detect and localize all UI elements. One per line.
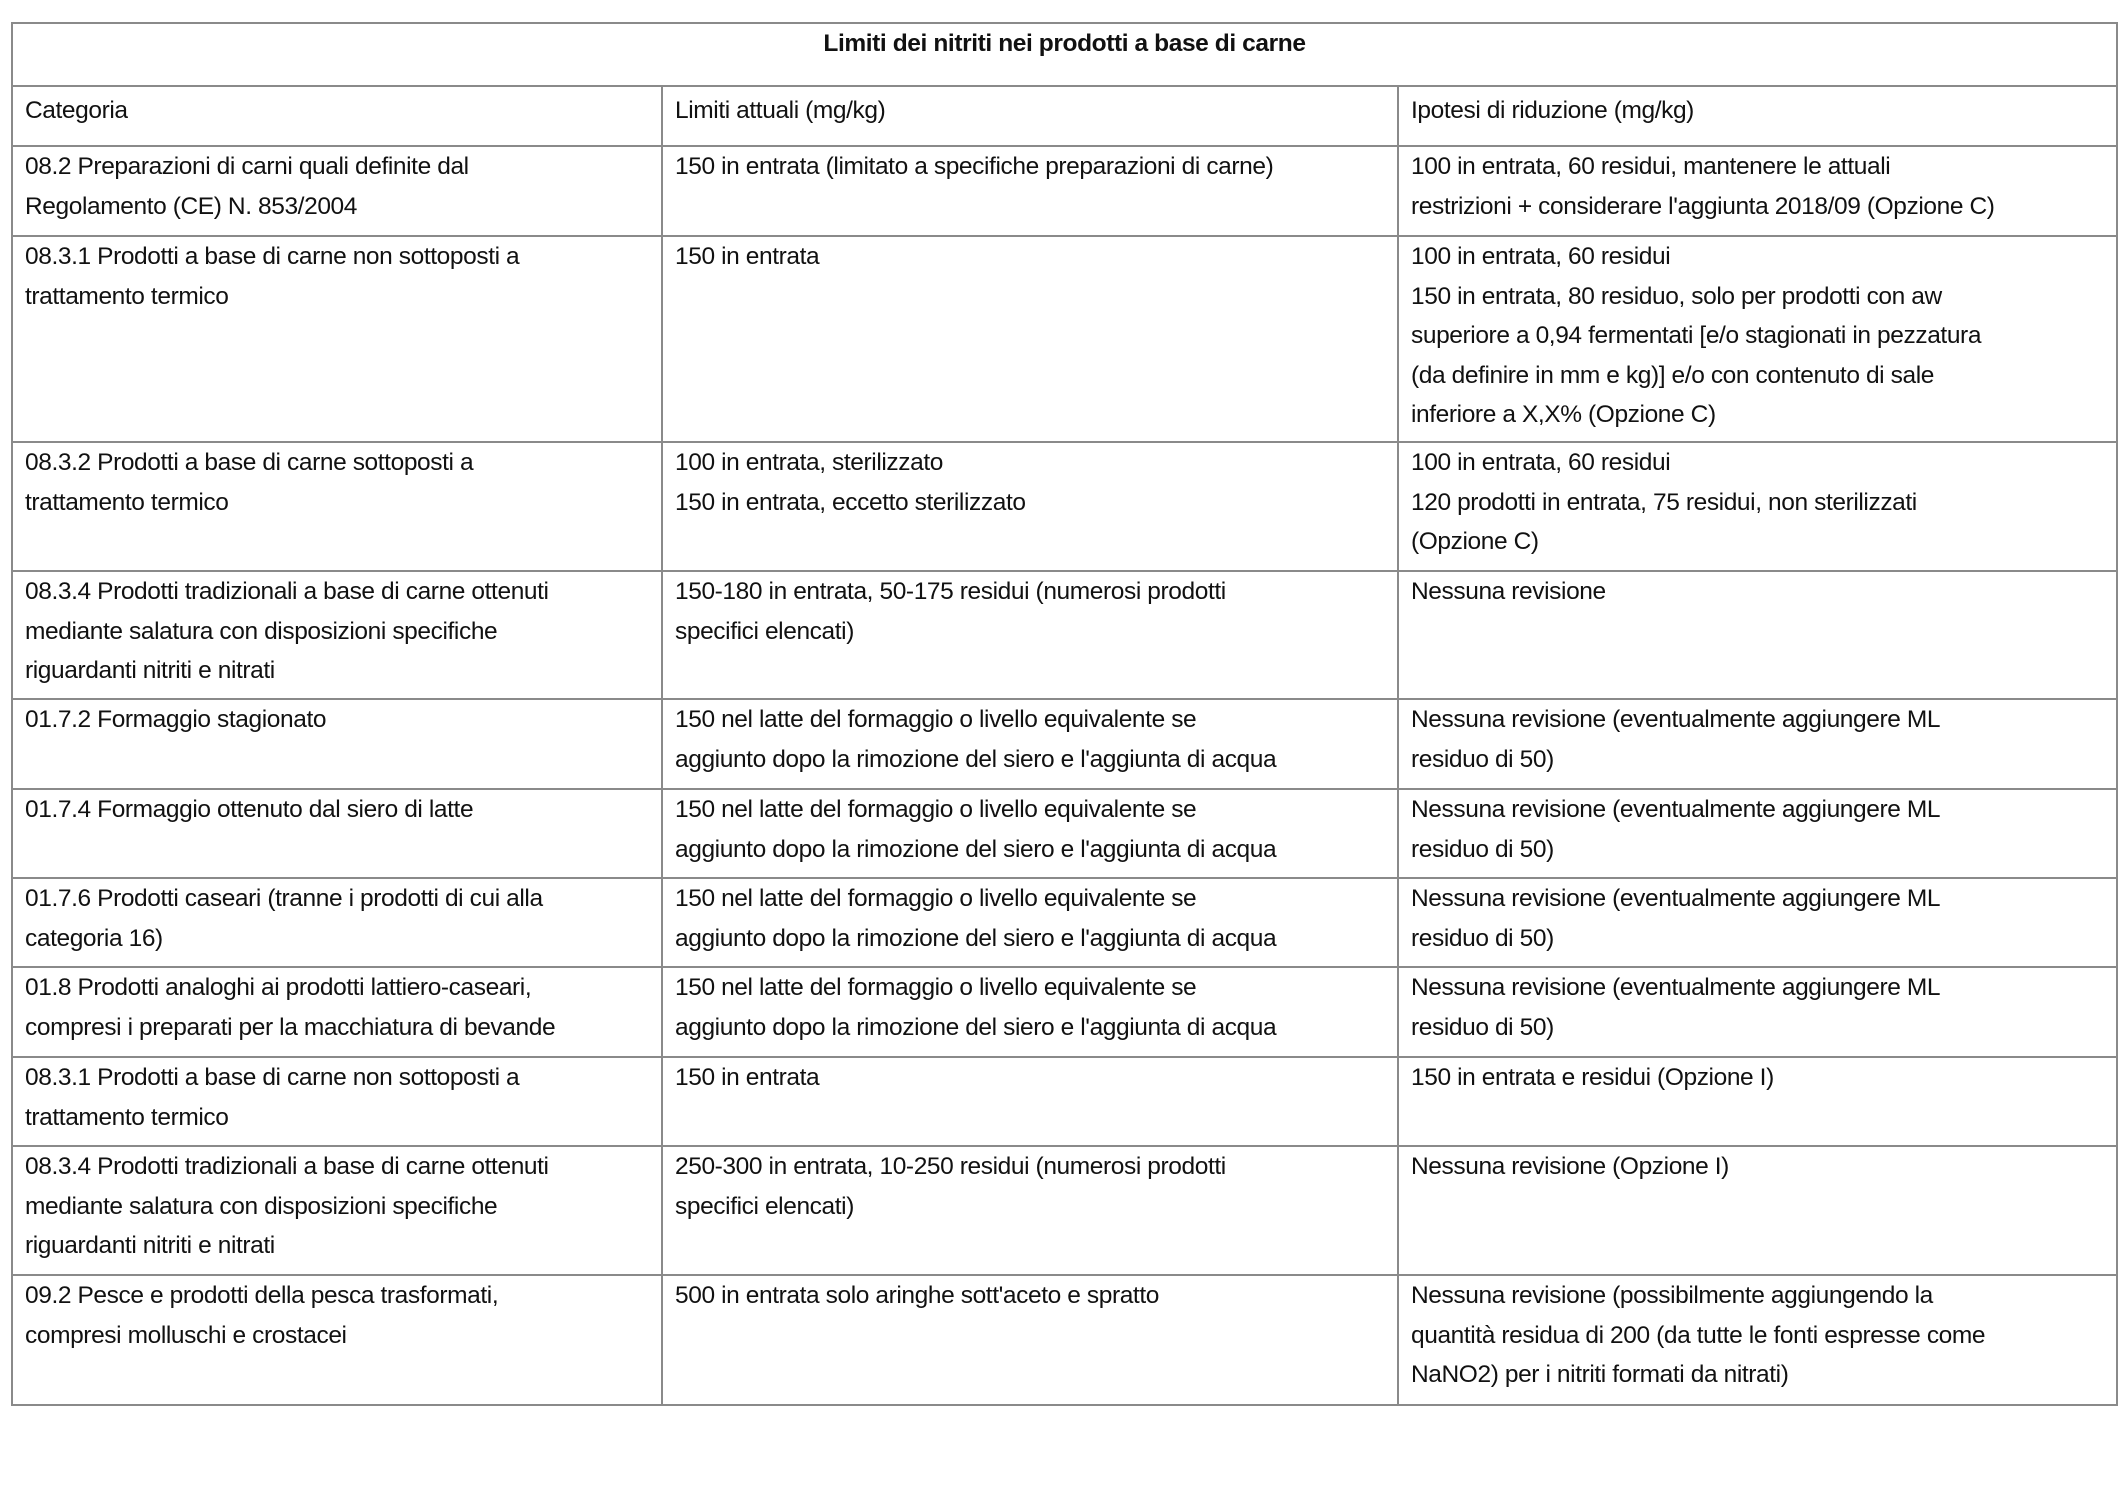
cell-text-line: Nessuna revisione (Opzione I) [1411,1153,1729,1180]
cell-text-line: Nessuna revisione (eventualmente aggiungere ML [1411,974,1941,1001]
cell-limiti-attuali [662,442,1398,571]
cell-text-line: superiore a 0,94 fermentati [e/o stagionati in pezzatura [1411,322,1982,349]
table-row [12,1146,2117,1275]
cell-ipotesi-riduzione [1398,442,2117,571]
cell-text-line: 100 in entrata, 60 residui, mantenere le attuali [1411,153,1891,180]
cell-text-line: 01.7.4 Formaggio ottenuto dal siero di latte [25,796,474,823]
cell-text-line: 01.7.6 Prodotti caseari (tranne i prodotti di cui alla [25,885,543,912]
cell-text-line: 100 in entrata, sterilizzato [675,449,943,476]
cell-ipotesi-riduzione [1398,1057,2117,1146]
cell-limiti-attuali [662,967,1398,1057]
cell-text-line: 150 in entrata (limitato a specifiche preparazioni di carne) [675,153,1274,180]
cell-text-line: compresi molluschi e crostacei [25,1321,347,1349]
cell-categoria [12,442,662,571]
cell-text-line: riguardanti nitriti e nitrati [25,657,275,684]
cell-text-line: 120 prodotti in entrata, 75 residui, non sterilizzati [1411,488,1917,516]
cell-text-line: aggiunto dopo la rimozione del siero e l'aggiunta di acqua [675,745,1277,773]
cell-limiti-attuali [662,146,1398,236]
cell-ipotesi-riduzione [1398,571,2117,699]
table-row [12,789,2117,878]
cell-text-line: 09.2 Pesce e prodotti della pesca trasformati, [25,1282,499,1309]
cell-text-line: 150 nel latte del formaggio o livello equivalente se [675,706,1197,733]
cell-text-line: 150 nel latte del formaggio o livello equivalente se [675,974,1197,1001]
cell-text-line: mediante salatura con disposizioni specifiche [25,617,498,645]
cell-text-line: 150 in entrata, eccetto sterilizzato [675,488,1026,516]
cell-ipotesi-riduzione [1398,146,2117,236]
cell-text-line: aggiunto dopo la rimozione del siero e l'aggiunta di acqua [675,835,1277,863]
table-row [12,967,2117,1057]
cell-text-line: residuo di 50) [1411,835,1554,863]
table-row [12,571,2117,699]
cell-categoria [12,236,662,442]
cell-categoria [12,1275,662,1405]
nitrite-limits-table [11,22,2118,1406]
cell-text-line: trattamento termico [25,488,229,516]
cell-categoria [12,146,662,236]
header-ipotesi-riduzione: Ipotesi di riduzione (mg/kg) [1398,86,2117,146]
cell-text-line: 08.3.2 Prodotti a base di carne sottoposti a [25,449,474,476]
cell-text-line: riguardanti nitriti e nitrati [25,1232,275,1259]
cell-text-line: Nessuna revisione (eventualmente aggiungere ML [1411,706,1941,733]
cell-text-line: specifici elencati) [675,1192,854,1220]
table-row [12,1275,2117,1405]
cell-ipotesi-riduzione [1398,1146,2117,1275]
cell-text-line: specifici elencati) [675,617,854,645]
cell-text-line: 100 in entrata, 60 residui [1411,243,1671,270]
cell-text-line: 150 in entrata [675,1064,820,1091]
header-categoria: Categoria [12,86,662,146]
cell-text-line: 150-180 in entrata, 50-175 residui (numerosi prodotti [675,578,1226,605]
cell-categoria [12,1146,662,1275]
cell-limiti-attuali [662,236,1398,442]
cell-categoria [12,878,662,967]
cell-text-line: Nessuna revisione (possibilmente aggiungendo la [1411,1282,1933,1309]
cell-text-line: Nessuna revisione (eventualmente aggiungere ML [1411,796,1941,823]
cell-text-line: residuo di 50) [1411,924,1554,952]
cell-text-line: inferiore a X,X% (Opzione C) [1411,401,1716,428]
cell-categoria [12,789,662,878]
cell-text-line: trattamento termico [25,1103,229,1131]
cell-ipotesi-riduzione [1398,699,2117,789]
cell-text-line: 150 in entrata e residui (Opzione I) [1411,1064,1774,1091]
cell-ipotesi-riduzione [1398,236,2117,442]
cell-text-line: aggiunto dopo la rimozione del siero e l'aggiunta di acqua [675,1013,1277,1041]
cell-text-line: mediante salatura con disposizioni specifiche [25,1192,498,1220]
header-row [12,86,2117,146]
cell-text-line: residuo di 50) [1411,1013,1554,1041]
cell-text-line: 150 nel latte del formaggio o livello equivalente se [675,885,1197,912]
table-row [12,878,2117,967]
cell-limiti-attuali [662,699,1398,789]
cell-limiti-attuali [662,1275,1398,1405]
table-title: Limiti dei nitriti nei prodotti a base di carne [12,23,2117,86]
table-row [12,1057,2117,1146]
cell-limiti-attuali [662,571,1398,699]
table-row [12,442,2117,571]
cell-text-line: categoria 16) [25,924,163,952]
cell-text-line: 150 in entrata, 80 residuo, solo per prodotti con aw [1411,282,1942,310]
title-row [12,23,2117,86]
cell-text-line: 01.8 Prodotti analoghi ai prodotti lattiero-caseari, [25,974,532,1001]
cell-ipotesi-riduzione [1398,1275,2117,1405]
cell-text-line: 100 in entrata, 60 residui [1411,449,1671,476]
cell-text-line: residuo di 50) [1411,745,1554,773]
cell-text-line: restrizioni + considerare l'aggiunta 2018/09 (Opzione C) [1411,192,1995,220]
cell-categoria [12,967,662,1057]
cell-text-line: aggiunto dopo la rimozione del siero e l'aggiunta di acqua [675,924,1277,952]
cell-ipotesi-riduzione [1398,878,2117,967]
cell-text-line: quantità residua di 200 (da tutte le fonti espresse come [1411,1321,1986,1349]
cell-limiti-attuali [662,789,1398,878]
cell-text-line: 08.3.4 Prodotti tradizionali a base di carne ottenuti [25,578,549,605]
cell-text-line: 500 in entrata solo aringhe sott'aceto e spratto [675,1282,1159,1309]
table-row [12,699,2117,789]
cell-text-line: NaNO2) per i nitriti formati da nitrati) [1411,1361,1789,1388]
cell-text-line: 08.2 Preparazioni di carni quali definite dal [25,153,469,180]
cell-categoria [12,571,662,699]
cell-text-line: 08.3.4 Prodotti tradizionali a base di carne ottenuti [25,1153,549,1180]
header-limiti-attuali: Limiti attuali (mg/kg) [662,86,1398,146]
cell-text-line: 150 in entrata [675,243,820,270]
cell-text-line: trattamento termico [25,282,229,310]
cell-text-line: (da definire in mm e kg)] e/o con contenuto di sale [1411,361,1934,389]
cell-ipotesi-riduzione [1398,967,2117,1057]
cell-text-line: 150 nel latte del formaggio o livello equivalente se [675,796,1197,823]
cell-limiti-attuali [662,1146,1398,1275]
cell-text-line: 08.3.1 Prodotti a base di carne non sottoposti a [25,243,520,270]
table-row [12,236,2117,442]
cell-text-line: Regolamento (CE) N. 853/2004 [25,192,357,220]
cell-text-line: 250-300 in entrata, 10-250 residui (numerosi prodotti [675,1153,1226,1180]
cell-text-line: (Opzione C) [1411,528,1539,555]
cell-ipotesi-riduzione [1398,789,2117,878]
cell-text-line: compresi i preparati per la macchiatura di bevande [25,1013,556,1041]
cell-text-line: 01.7.2 Formaggio stagionato [25,706,327,733]
table-row [12,146,2117,236]
cell-limiti-attuali [662,1057,1398,1146]
cell-text-line: Nessuna revisione (eventualmente aggiungere ML [1411,885,1941,912]
cell-text-line: 08.3.1 Prodotti a base di carne non sottoposti a [25,1064,520,1091]
cell-limiti-attuali [662,878,1398,967]
cell-categoria [12,1057,662,1146]
cell-text-line: Nessuna revisione [1411,578,1606,605]
cell-categoria [12,699,662,789]
